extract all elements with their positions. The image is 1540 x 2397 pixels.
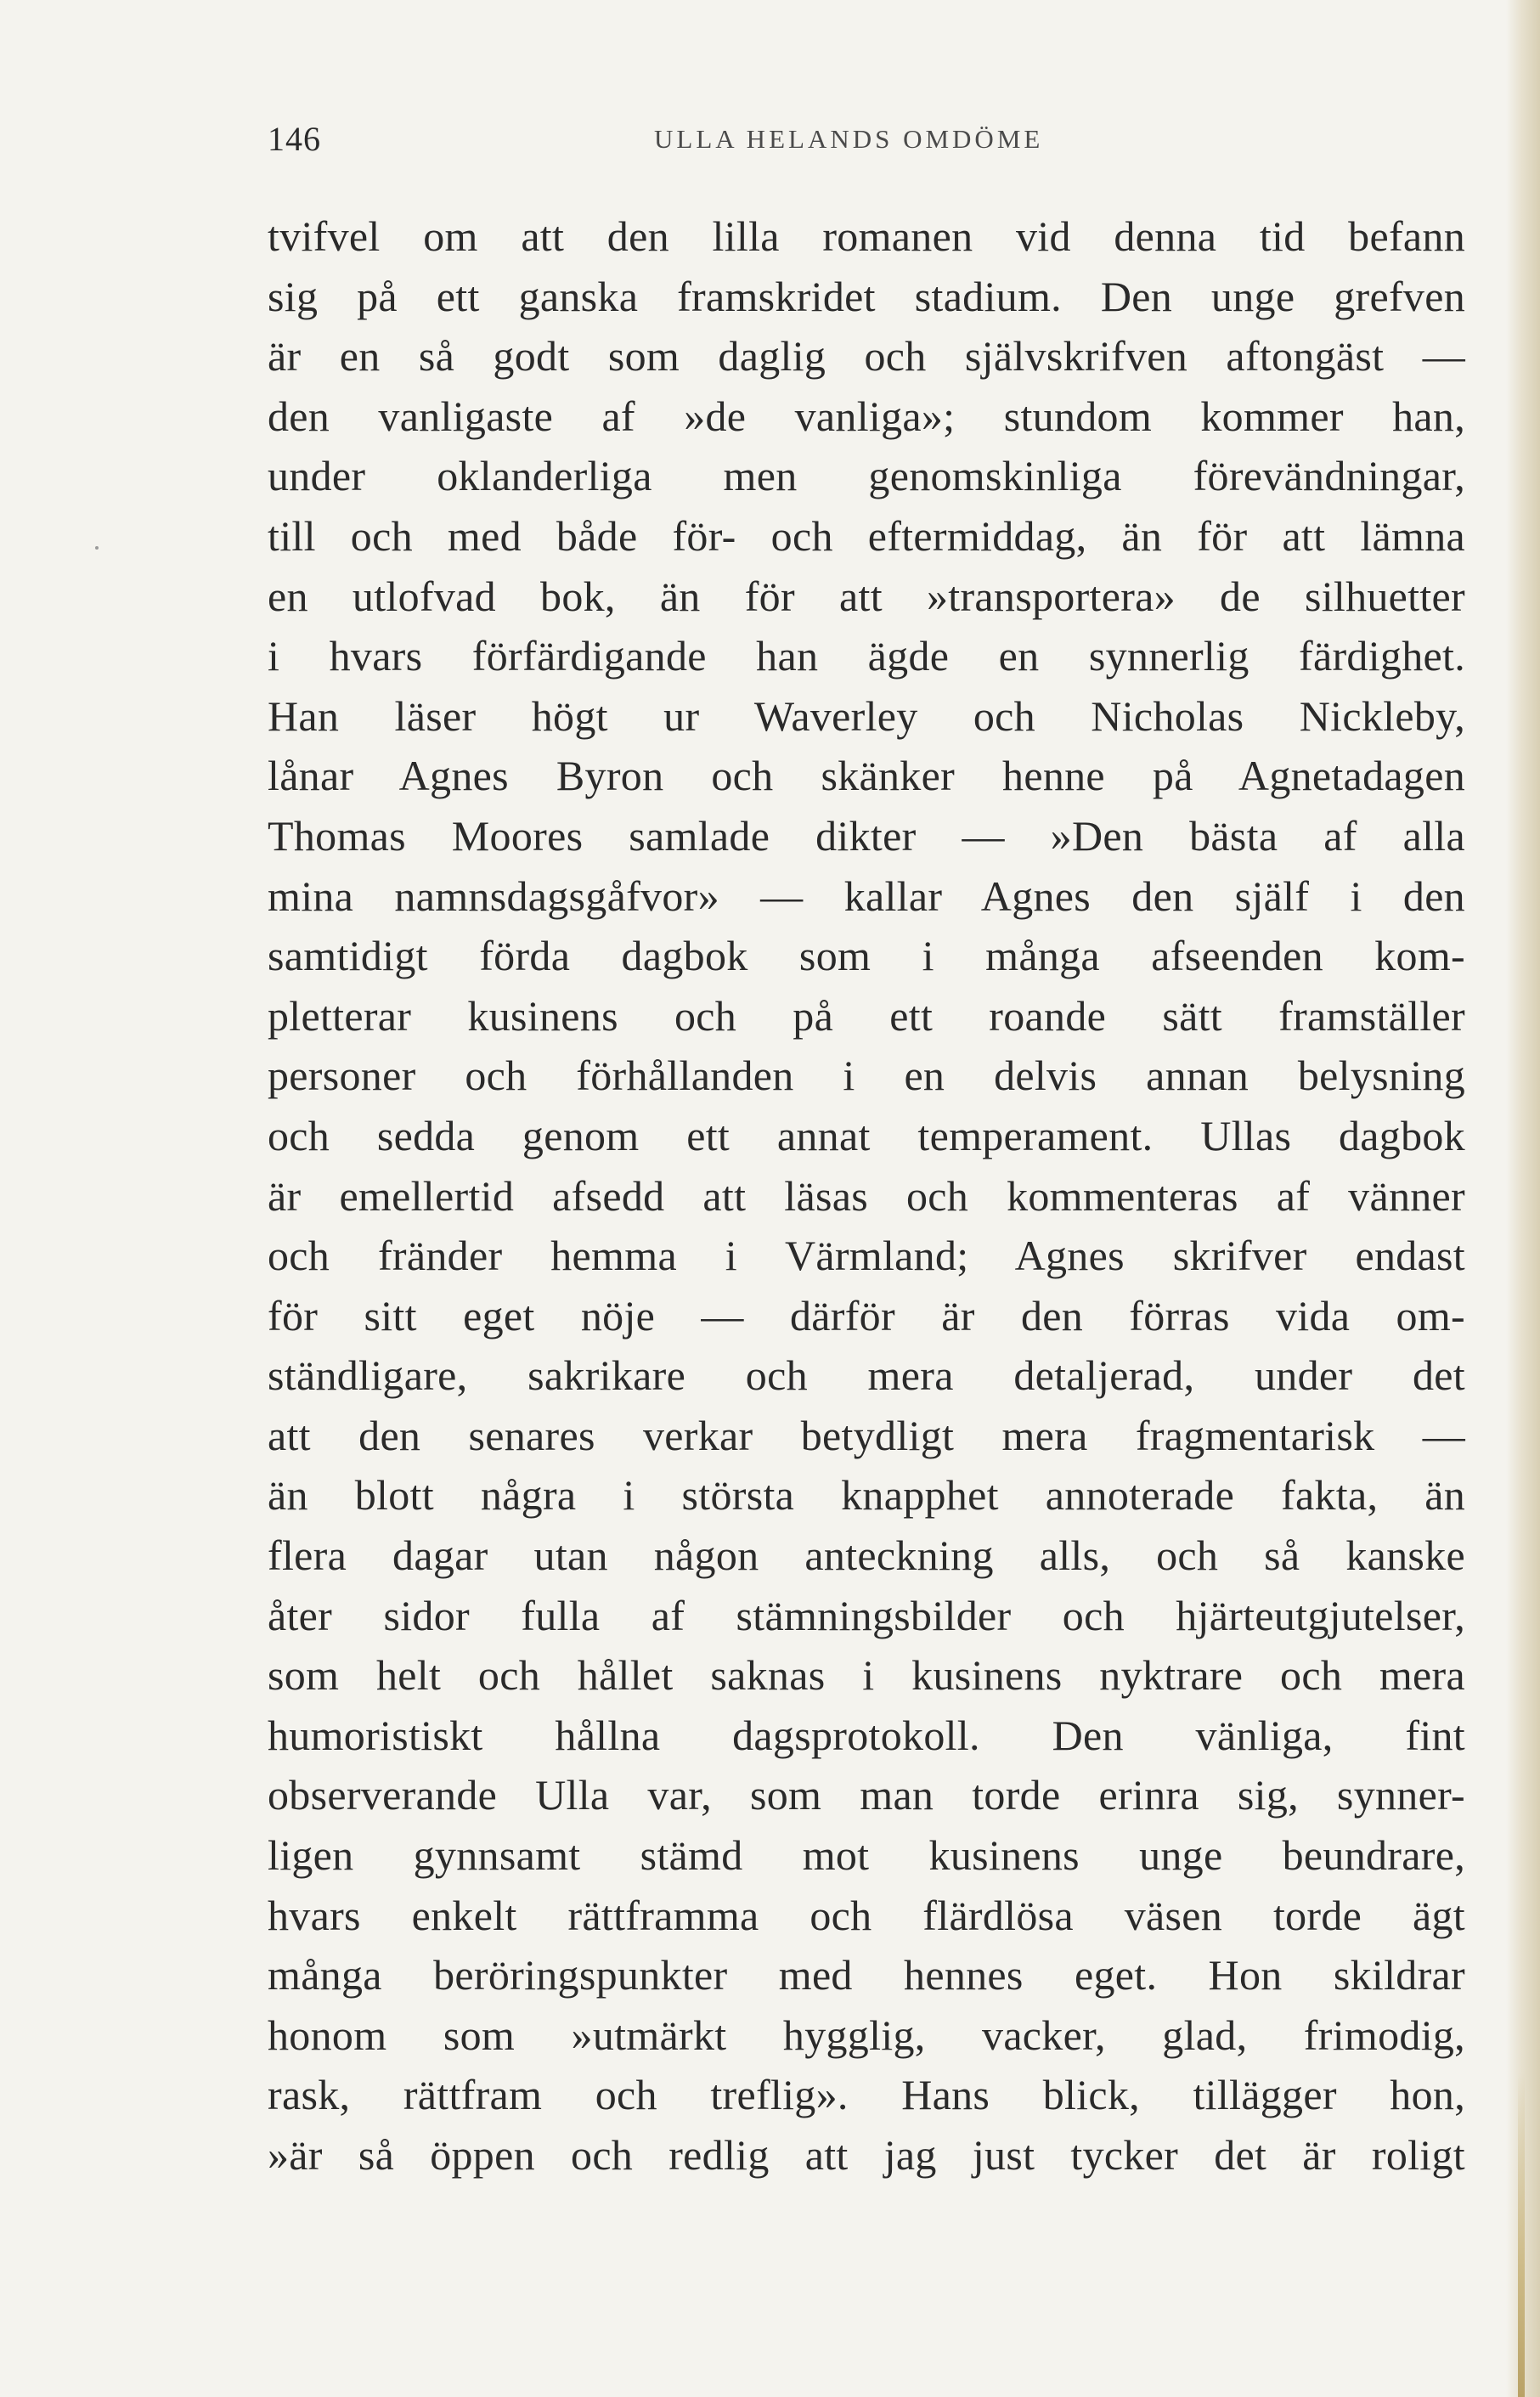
text-line: är en så godt som daglig och självskrifven aftongäst — [268,332,1465,381]
running-title: ULLA HELANDS OMDÖME [654,124,1044,154]
text-line: observerande Ulla var, som man torde erinra sig, synner- [268,1771,1465,1819]
text-line: tvifvel om att den lilla romanen vid denna tid befann [268,212,1465,260]
text-line: samtidigt förda dagbok som i många afseenden kom- [268,932,1465,980]
text-line: många beröringspunkter med hennes eget. Hon skildrar [268,1951,1465,1999]
text-line: ständligare, sakrikare och mera detaljerad, under det [268,1351,1465,1400]
text-line: i hvars förfärdigande han ägde en synnerlig färdighet. [268,632,1465,680]
text-line: hvars enkelt rättframma och flärdlösa väsen torde ägt [268,1891,1465,1939]
text-line: än blott några i största knapphet annoterade fakta, än [268,1471,1465,1520]
text-line: pletterar kusinens och på ett roande sätt framställer [268,991,1465,1040]
text-line: är emellertid afsedd att läsas och kommenteras af vänner [268,1171,1465,1220]
page-edge-stain [1518,2073,1525,2397]
text-line: mina namnsdagsgåfvor» — kallar Agnes den själf i den [268,871,1465,920]
text-line: Han läser högt ur Waverley och Nicholas Nickleby, [268,691,1465,740]
text-line: till och med både för- och eftermiddag, än för att lämna [268,511,1465,560]
text-line: åter sidor fulla af stämningsbilder och hjärteutgjutelser, [268,1591,1465,1639]
text-line: lånar Agnes Byron och skänker henne på Agnetadagen [268,752,1465,800]
text-line: sig på ett ganska framskridet stadium. Den unge grefven [268,272,1465,320]
body-text [268,206,1465,2186]
text-line: »är så öppen och redlig att jag just tycker det är roligt [268,2131,1465,2179]
text-line: rask, rättfram och treflig». Hans blick, tillägger hon, [268,2071,1465,2119]
page-edge-shadow [1506,0,1540,2397]
text-line: och sedda genom ett annat temperament. Ullas dagbok [268,1111,1465,1159]
text-line: den vanligaste af »de vanliga»; stundom kommer han, [268,392,1465,440]
page-header [268,119,1465,161]
text-line: och fränder hemma i Värmland; Agnes skrifver endast [268,1232,1465,1280]
margin-speck [95,546,99,550]
text-line: en utlofvad bok, än för att »transportera» de silhuetter [268,572,1465,620]
text-line: honom som »utmärkt hygglig, vacker, glad, frimodig, [268,2011,1465,2059]
text-line: under oklanderliga men genomskinliga förevändningar, [268,452,1465,500]
text-line: för sitt eget nöje — därför är den förras vida om- [268,1291,1465,1340]
text-line: ligen gynnsamt stämd mot kusinens unge beundrare, [268,1831,1465,1880]
text-line: Thomas Moores samlade dikter — »Den bästa af alla [268,811,1465,860]
page-number: 146 [268,120,321,158]
text-line: flera dagar utan någon anteckning alls, och så kanske [268,1531,1465,1580]
text-line: som helt och hållet saknas i kusinens nyktrare och mera [268,1651,1465,1700]
text-line: personer och förhållanden i en delvis annan belysning [268,1052,1465,1100]
text-line: humoristiskt hållna dagsprotokoll. Den vänliga, fint [268,1711,1465,1759]
text-line: att den senares verkar betydligt mera fragmentarisk — [268,1411,1465,1459]
